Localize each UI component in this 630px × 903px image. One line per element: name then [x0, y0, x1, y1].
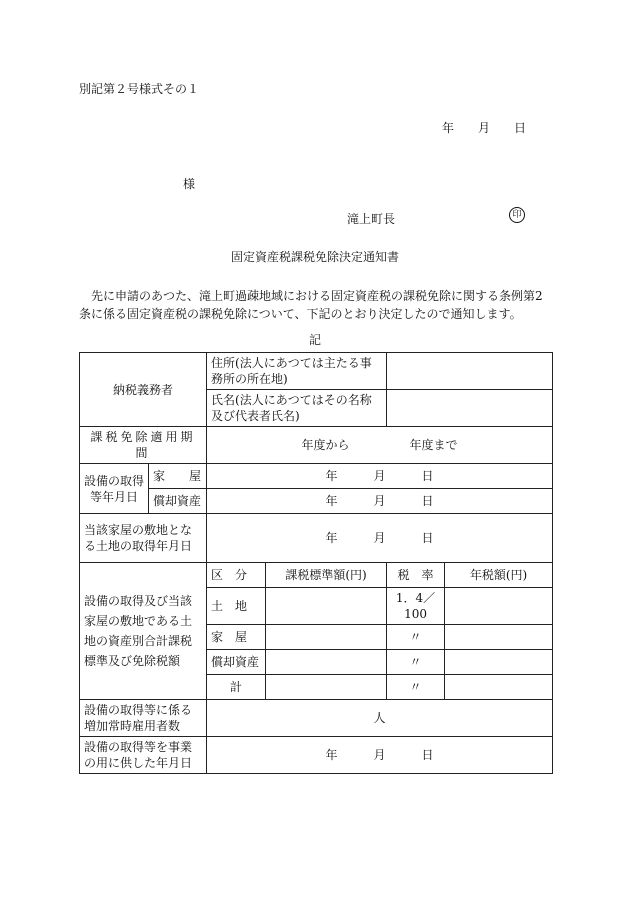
notice-body: 先に申請のあつた、滝上町過疎地域における固定資産税の課税免除に関する条例第2条に係る固定資産税の課税免除について、下記のとおり決定したので通知します。: [79, 289, 543, 321]
tax-value-house: [445, 625, 553, 650]
taxpayer-label: 納税義務者: [80, 353, 207, 427]
exemption-period-value: 年度から 年度まで: [207, 427, 553, 464]
column-kubun: 区 分: [207, 563, 266, 588]
table-row: [80, 737, 553, 774]
land-acquisition-value: 年 月 日: [207, 514, 553, 563]
business-date-label: 設備の取得等を事業の用に供した年月日: [80, 737, 207, 774]
ki-heading: 記: [308, 333, 321, 347]
address-value-cell: [387, 353, 553, 390]
rate-land: 1．4／100: [387, 588, 445, 625]
land-acquisition-label: 当該家屋の敷地となる土地の取得年月日: [80, 514, 207, 563]
name-value-cell: [387, 390, 553, 427]
row-label-land: 土 地: [207, 588, 266, 625]
row-label-total: 計: [207, 675, 266, 700]
table-row: [80, 489, 553, 514]
exemption-period-label: 課税免除適用期間: [80, 427, 207, 464]
table-row: [80, 563, 553, 588]
table-row: [80, 427, 553, 464]
table-row: [80, 353, 553, 390]
tax-section-label: 設備の取得及び当該家屋の敷地である土地の資産別合計課税標準及び免除税額: [80, 563, 207, 700]
addressee-suffix: 様: [183, 177, 196, 191]
row-label-depreciable: 償却資産: [207, 650, 266, 675]
table-row: [80, 700, 553, 737]
standard-value-land: [266, 588, 387, 625]
address-label: 住所(法人にあつては主たる事務所の所在地): [207, 353, 387, 390]
name-label: 氏名(法人にあつてはその名称及び代表者氏名): [207, 390, 387, 427]
seal-icon: 印: [509, 207, 525, 223]
tax-value-depreciable: [445, 650, 553, 675]
tax-value-land: [445, 588, 553, 625]
tax-value-total: [445, 675, 553, 700]
standard-value-house: [266, 625, 387, 650]
rate-total: 〃: [387, 675, 445, 700]
acquisition-date-label: 設備の取得等年月日: [80, 464, 149, 514]
table-row: [80, 464, 553, 489]
notice-table: [79, 352, 553, 774]
rate-depreciable: 〃: [387, 650, 445, 675]
column-standard: 課税標準額(円): [266, 563, 387, 588]
business-date-value: 年 月 日: [207, 737, 553, 774]
employees-unit: 人: [207, 700, 553, 737]
depreciable-date-value: 年 月 日: [207, 489, 553, 514]
issue-date: 年 月 日: [442, 121, 527, 135]
depreciable-label: 償却資産: [149, 489, 207, 514]
column-tax: 年税額(円): [445, 563, 553, 588]
row-label-house: 家 屋: [207, 625, 266, 650]
form-identifier: 別記第２号様式その１: [79, 82, 200, 96]
table-row: [80, 514, 553, 563]
standard-value-depreciable: [266, 650, 387, 675]
employees-label: 設備の取得等に係る増加常時雇用者数: [80, 700, 207, 737]
house-date-value: 年 月 日: [207, 464, 553, 489]
standard-value-total: [266, 675, 387, 700]
rate-house: 〃: [387, 625, 445, 650]
issuer-name: 滝上町長: [347, 212, 396, 226]
document-title: 固定資産税課税免除決定通知書: [230, 250, 399, 264]
column-rate: 税 率: [387, 563, 445, 588]
house-label: 家 屋: [149, 464, 207, 489]
